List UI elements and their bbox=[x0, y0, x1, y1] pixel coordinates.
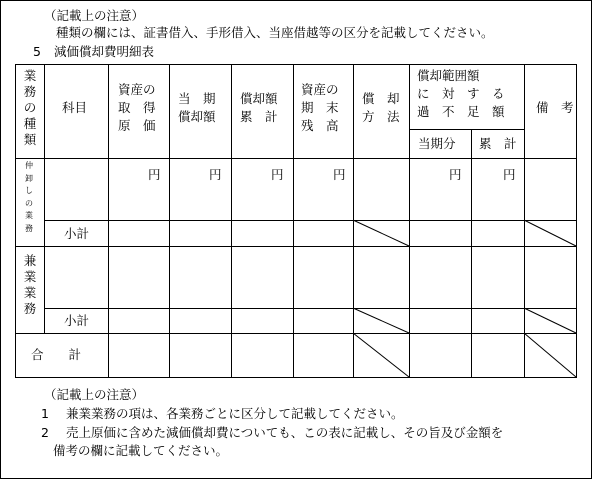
header-accumulated-depreciation-2: 累 計 bbox=[240, 109, 278, 124]
header-excess-deficit-2: に 対 す る bbox=[417, 86, 505, 101]
diagonal-slash bbox=[353, 333, 409, 377]
header-remarks: 備 考 bbox=[536, 100, 574, 115]
group2-subtotal-label: 小計 bbox=[64, 313, 90, 328]
unit-yen: 円 bbox=[209, 167, 222, 182]
bottom-note-text-2b: 備考の欄に記載してください。 bbox=[53, 443, 229, 458]
bottom-note-heading: （記載上の注意） bbox=[44, 387, 145, 402]
bottom-note-num-1: 1 bbox=[41, 406, 49, 421]
section-number: 5 bbox=[33, 44, 41, 59]
unit-yen: 円 bbox=[333, 167, 346, 182]
header-acquisition-cost-2: 取 得 bbox=[118, 100, 156, 115]
header-current-depreciation-1: 当 期 bbox=[178, 91, 216, 106]
unit-yen: 円 bbox=[271, 167, 284, 182]
unit-yen: 円 bbox=[148, 167, 161, 182]
total-label: 合 計 bbox=[31, 347, 82, 362]
diagonal-slash bbox=[524, 220, 576, 246]
header-method-2: 方 法 bbox=[362, 109, 400, 124]
section-title: 減価償却費明細表 bbox=[54, 44, 155, 59]
group2-label: 兼 業 業 務 bbox=[23, 253, 37, 316]
depreciation-table bbox=[15, 64, 577, 378]
header-item: 科目 bbox=[62, 100, 88, 115]
diagonal-slash bbox=[353, 308, 409, 333]
header-end-balance-2: 期 末 bbox=[301, 100, 339, 115]
header-method-1: 償 却 bbox=[362, 91, 400, 106]
header-current-depreciation-2: 償却額 bbox=[178, 109, 216, 124]
bottom-note-text-2: 売上原価に含めた減価償却費についても、この表に記載し、その旨及び金額を bbox=[66, 425, 504, 440]
header-excess-current: 当期分 bbox=[418, 136, 456, 151]
top-note-heading: （記載上の注意） bbox=[44, 8, 145, 23]
header-excess-deficit-1: 償却範囲額 bbox=[417, 68, 480, 83]
bottom-note-num-2: 2 bbox=[41, 425, 49, 440]
group1-subtotal-label: 小計 bbox=[64, 226, 90, 241]
unit-yen: 円 bbox=[449, 167, 462, 182]
diagonal-slash bbox=[524, 308, 576, 333]
header-excess-deficit-3: 過 不 足 額 bbox=[417, 104, 505, 119]
header-acquisition-cost-1: 資産の bbox=[118, 82, 156, 97]
header-excess-total: 累 計 bbox=[479, 136, 517, 151]
header-acquisition-cost-3: 原 価 bbox=[118, 118, 156, 133]
group1-label: 仲 卸 し の 業 務 bbox=[25, 161, 33, 233]
header-business-type: 業 務 の 種 類 bbox=[23, 68, 37, 147]
header-accumulated-depreciation-1: 償却額 bbox=[240, 91, 278, 106]
bottom-note-text-1: 兼業業務の項は、各業務ごとに区分して記載してください。 bbox=[66, 406, 404, 421]
unit-yen: 円 bbox=[503, 167, 516, 182]
header-end-balance-1: 資産の bbox=[301, 82, 339, 97]
header-end-balance-3: 残 高 bbox=[301, 118, 339, 133]
top-note-text: 種類の欄には、証書借入、手形借入、当座借越等の区分を記載してください。 bbox=[56, 25, 494, 40]
diagonal-slash bbox=[353, 220, 409, 246]
diagonal-slash bbox=[524, 333, 576, 377]
